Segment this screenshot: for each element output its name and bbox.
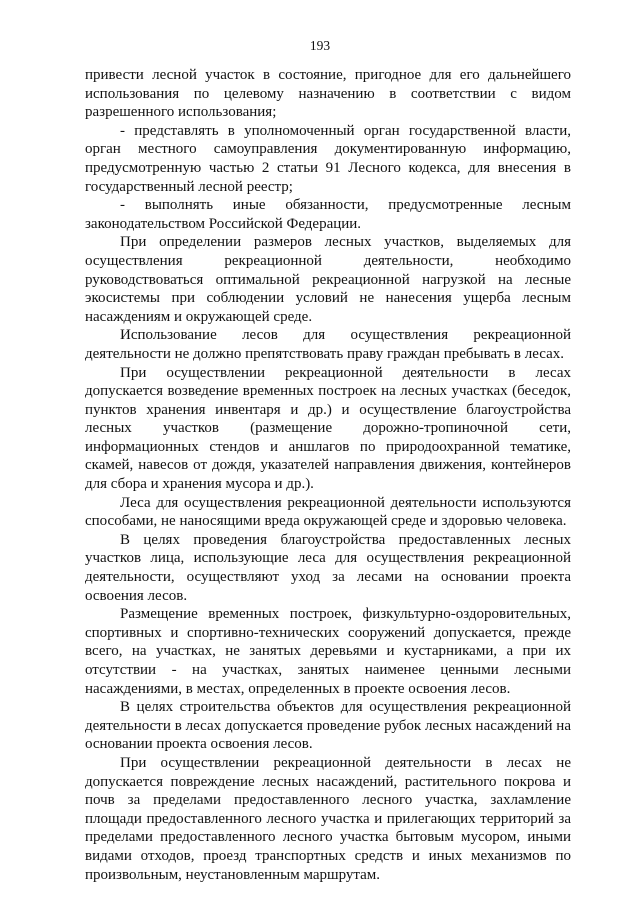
document-body [85,66,571,884]
paragraph-5: Использование лесов для осуществления рекреационной деятельности не должно препятствовать праву граждан пребывать в лесах. [85,327,571,362]
paragraph-1: привести лесной участок в состояние, пригодное для его дальнейшего использования по целевому назначению в соответствии с видом разрешенного использования; [85,67,571,121]
paragraph-4: При определении размеров лесных участков, выделяемых для осуществления рекреационной деятельности, необходимо руководствоваться оптимальной рекреационной нагрузкой на лесные экосистемы при соблюдении условий не нанесения ущерба лесным насаждениям и окружающей среде. [85,234,571,325]
paragraph-11: При осуществлении рекреационной деятельности в лесах не допускается повреждение лесных насаждений, растительного покрова и почв за пределами предоставленного лесного участка, захламление площади предоставленного лесного участка и прилегающих территорий за пределами предоставленного лесного участка бытовым мусором, иными видами отходов, проезд транспортных средств и иных механизмов по произвольным, неустановленным маршрутам. [85,754,571,883]
paragraph-7: Леса для осуществления рекреационной деятельности используются способами, не наносящими вреда окружающей среде и здоровью человека. [85,494,571,530]
paragraph-3: - выполнять иные обязанности, предусмотренные лесным законодательством Российской Федерации. [85,197,571,232]
paragraph-9: Размещение временных построек, физкультурно-оздоровительных, спортивных и спортивно-технических сооружений допускается, прежде всего, на участках, не занятых деревьями и кустарниками, а при их отсутствии - на участках, занятых наименее ценными лесными насаждениями, в местах, определенных в проекте освоения лесов. [85,606,571,697]
paragraph-8: В целях проведения благоустройства предоставленных лесных участков лица, использующие леса для осуществления рекреационной деятельности, осуществляют уход за лесами на основании проекта освоения лесов. [85,531,571,604]
paragraph-2: - представлять в уполномоченный орган государственной власти, орган местного самоуправления документированную информацию, предусмотренную частью 2 статьи 91 Лесного кодекса, для внесения в государственный лесной реестр; [85,122,571,195]
paragraph-6: При осуществлении рекреационной деятельности в лесах допускается возведение временных построек на лесных участках (беседок, пунктов хранения инвентаря и др.) и осуществление благоустройства лесных участков (размещение дорожно-тропиночной сети, информационных стендов и аншлагов по природоохранной тематике, скамей, навесов от дождя, указателей направления движения, контейнеров для сбора и хранения мусора и др.). [85,364,571,493]
page-number: 193 [309,38,331,53]
paragraph-10: В целях строительства объектов для осуществления рекреационной деятельности в лесах допускается проведение рубок лесных насаждений на основании проекта освоения лесов. [85,699,571,753]
